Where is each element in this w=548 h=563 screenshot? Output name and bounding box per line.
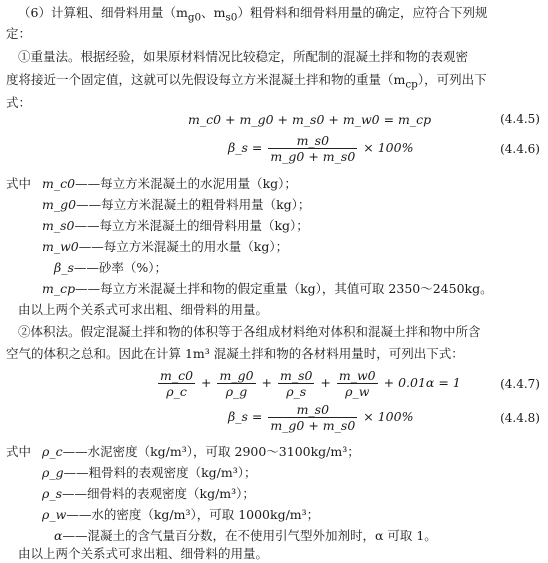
def-item <box>42 238 288 255</box>
def-text: ——细骨料的表观密度（kg/m³）； <box>62 486 255 501</box>
eq4-fraction <box>268 402 357 433</box>
def-text: ——水泥密度（kg/m³），可取 2900～3100kg/m³； <box>62 444 360 459</box>
eq3-denominator: ρ_c <box>166 384 187 399</box>
equation-number-4-4-6: (4.4.6) <box>500 142 540 156</box>
eq2-denominator: m_g0 + m_s0 <box>270 149 356 164</box>
eq2-lhs: β_s = <box>228 140 263 155</box>
def-text: ——每立方米混凝土的水泥用量（kg）； <box>75 176 297 191</box>
eq3-numerator: m_g0 <box>219 368 254 383</box>
eq3-fraction <box>158 368 195 399</box>
def-text: ——混凝土的含气量百分数，在不使用引气型外加剂时，α 可取 1。 <box>62 528 437 543</box>
method1-line-1: ①重量法。根据经验，如果原材料情况比较稳定，所配制的混凝土拌和物的表观密 <box>18 49 469 64</box>
equation-4-4-6 <box>228 133 413 164</box>
def-symbol: m_c0 <box>42 176 76 191</box>
def-text: ——每立方米混凝土的用水量（kg）； <box>78 239 289 254</box>
def-item <box>42 196 310 213</box>
def-item <box>42 280 493 297</box>
def-text: ——每立方米混凝土的粗骨料用量（kg）； <box>76 197 311 212</box>
equation-4-4-7: $\frac{m\_c0}{\rho\_c}$ + $\frac{m\_g0}{\rho\_g}$ + $\frac{m\_s0}{\rho\_s}$ + $\frac{m\_w0}{\rho\_w}$ + 0.01α = 1 <box>160 368 461 399</box>
def-symbol: α <box>54 528 63 543</box>
method2-line-2: 空气的体积之总和。因此在计算 1m³ 混凝土拌和物的各材料用量时，可列出下式： <box>6 346 464 361</box>
def-item <box>54 527 437 544</box>
defs2-prefix: 式中 <box>6 444 32 459</box>
def-symbol: β_s <box>54 260 74 275</box>
eq4-numerator: m_s0 <box>268 402 357 418</box>
def-item <box>42 217 309 234</box>
eq3-fraction <box>217 368 255 399</box>
def-item <box>54 259 167 276</box>
eq3-fraction <box>337 368 378 399</box>
equation-4-4-5: m_c0 + m_g0 + m_s0 + m_w0 = m_cp <box>188 112 432 127</box>
intro-text-c: ）粗骨料和细骨料用量的确定，应符合下列规 <box>237 5 488 20</box>
def-item <box>42 175 297 192</box>
method1-line-3: 式： <box>6 95 32 110</box>
method1-sub-cp: cp <box>405 78 418 91</box>
eq3-denominator: ρ_w <box>345 384 370 399</box>
intro-line-2: 定： <box>6 26 32 41</box>
eq2-numerator: m_s0 <box>268 133 357 149</box>
eq3-fraction <box>278 368 314 399</box>
eq3-denominator: ρ_s <box>286 384 307 399</box>
defs2-summary: 由以上两个关系式可求出粗、细骨料的用量。 <box>18 546 269 561</box>
eq4-tail: × 100% <box>363 409 414 424</box>
equation-number-4-4-7: (4.4.7) <box>500 377 540 391</box>
eq3-numerator: m_s0 <box>279 368 313 383</box>
def-item <box>42 485 255 502</box>
def-symbol: ρ_s <box>42 486 63 501</box>
method1-text-b: ），可列出下 <box>417 72 487 87</box>
intro-sub-s0: s0 <box>225 11 238 24</box>
def-text: ——每立方米混凝土的细骨料用量（kg）； <box>74 218 309 233</box>
method1-text-a: 度将接近一个固定值，这就可以先假设每立方米混凝土拌和物的重量（m <box>6 72 406 87</box>
equation-number-4-4-8: (4.4.8) <box>500 411 540 425</box>
method1-line-2 <box>6 71 487 94</box>
intro-text-b: 、m <box>201 5 226 20</box>
eq2-fraction <box>268 133 357 164</box>
eq2-tail: × 100% <box>363 140 414 155</box>
intro-line-1 <box>18 4 487 27</box>
defs1-summary: 由以上两个关系式可求出粗、细骨料的用量。 <box>18 302 269 317</box>
def-symbol: ρ_g <box>42 465 64 480</box>
intro-text-a: （6）计算粗、细骨料用量（m <box>18 5 188 20</box>
def-symbol: m_g0 <box>42 197 77 212</box>
def-text: ——每立方米混凝土拌和物的假定重量（kg），其值可取 2350～2450kg。 <box>75 281 493 296</box>
equation-4-4-8 <box>228 402 413 433</box>
def-symbol: m_w0 <box>42 239 79 254</box>
equation-number-4-4-5: (4.4.5) <box>500 112 540 126</box>
def-item <box>42 443 360 460</box>
eq3-numerator: m_w0 <box>338 368 376 383</box>
eq4-lhs: β_s = <box>228 409 263 424</box>
def-item <box>42 506 319 523</box>
def-symbol: m_cp <box>42 281 76 296</box>
def-text: ——水的密度（kg/m³），可取 1000kg/m³； <box>66 507 320 522</box>
def-symbol: ρ_w <box>42 507 67 522</box>
def-item <box>42 464 257 481</box>
method2-line-1: ②体积法。假定混凝土拌和物的体积等于各组成材料绝对体积和混凝土拌和物中所含 <box>18 324 481 339</box>
def-symbol: m_s0 <box>42 218 75 233</box>
eq3-denominator: ρ_g <box>225 384 248 399</box>
eq3-tail: + 0.01α = 1 <box>383 375 461 390</box>
def-text: ——砂率（%）； <box>73 260 168 275</box>
eq3-numerator: m_c0 <box>160 368 194 383</box>
defs1-prefix: 式中 <box>6 176 32 191</box>
def-symbol: ρ_c <box>42 444 63 459</box>
eq4-denominator: m_g0 + m_s0 <box>270 418 356 433</box>
intro-sub-g0: g0 <box>187 11 202 24</box>
def-text: ——粗骨料的表观密度（kg/m³）； <box>63 465 257 480</box>
